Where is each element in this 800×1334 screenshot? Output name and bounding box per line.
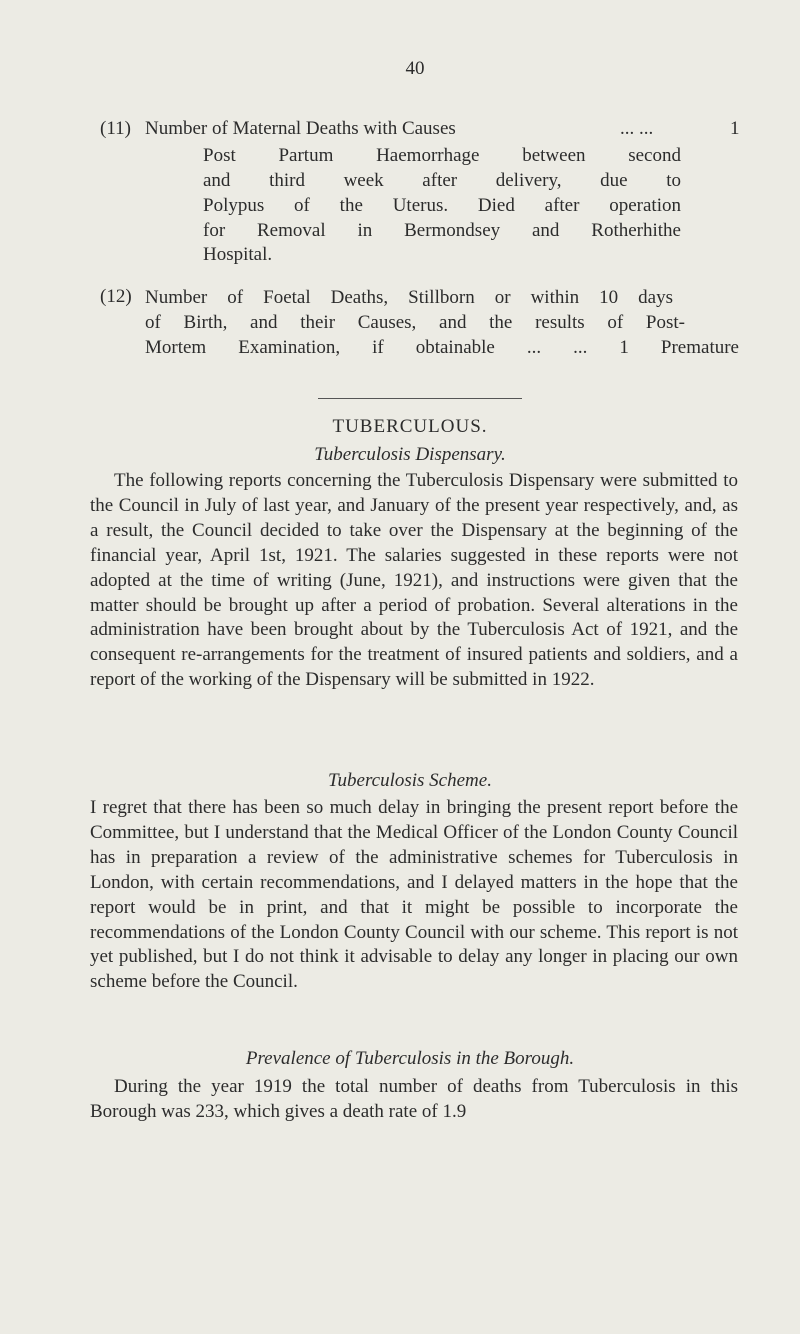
- subheading-scheme: Tuberculosis Scheme.: [328, 770, 492, 791]
- section-title: TUBERCULOUS.: [332, 416, 488, 437]
- subheading-prevalence: Prevalence of Tuberculosis in the Borough.: [245, 1048, 575, 1069]
- item-11-value: 1: [730, 118, 740, 139]
- item-11-heading: Number of Maternal Deaths with Causes: [145, 118, 456, 139]
- paragraph-scheme-text: I regret that there has been so much delay in bringing the present report before the Committee, but I understand that the Medical Officer of the London County Council has in preparation a review of the administrative schemes for Tuberculosis in London, with certain recommendations, and I delayed matters in the hope that the report would be in print, and that it might be possible to incorporate the recommendations of the London County Council with our scheme. This report is not yet published, but I do not think it advisable to delay any longer in placing our own scheme before the Council.: [90, 797, 738, 993]
- item-12-line-1: Number of Foetal Deaths, Stillborn or within 10 days: [145, 287, 673, 308]
- paragraph-prevalence: [90, 1075, 738, 1125]
- paragraph-dispensary: [90, 469, 738, 693]
- paragraph-dispensary-text: The following reports concerning the Tuberculosis Dispensary were submitted to the Council in July of last year, and January of the present year respectively, and, as a result, the Council decided to take over the Dispensary at the beginning of the financial year, April 1st, 1921. The salaries suggested in these reports were not adopted at the time of writing (June, 1921), and instructions were given that the matter should be brought up after a period of probation. Several alterations in the administration have been brought about by the Tuberculosis Act of 1921, and the consequent re-arrangements for the treatment of insured patients and soldiers, and a report of the working of the Dispensary will be submitted in 1922.: [90, 470, 738, 691]
- subheading-dispensary: Tuberculosis Dispensary.: [314, 444, 506, 465]
- item-11-line-5: Hospital.: [203, 244, 273, 265]
- section-divider: [318, 398, 522, 399]
- item-12-number: (12): [100, 286, 132, 307]
- item-11-line-4: for Removal in Bermondsey and Rotherhithe: [203, 220, 681, 241]
- item-11-dots: ... ...: [620, 118, 654, 139]
- item-11-line-3: Polypus of the Uterus. Died after operation: [203, 195, 681, 216]
- item-12-line-2: of Birth, and their Causes, and the results of Post-: [145, 312, 685, 333]
- item-12-line-3: Mortem Examination, if obtainable ... ... 1 Premature: [145, 337, 739, 358]
- page-number: 40: [405, 58, 425, 79]
- item-11-number: (11): [100, 118, 131, 139]
- paragraph-scheme: [90, 796, 738, 995]
- paragraph-prevalence-text: During the year 1919 the total number of deaths from Tuberculosis in this Borough was 233, which gives a death rate of 1.9: [90, 1076, 738, 1122]
- item-11-line-2: and third week after delivery, due to: [203, 170, 681, 191]
- item-11-line-1: Post Partum Haemorrhage between second: [203, 145, 681, 166]
